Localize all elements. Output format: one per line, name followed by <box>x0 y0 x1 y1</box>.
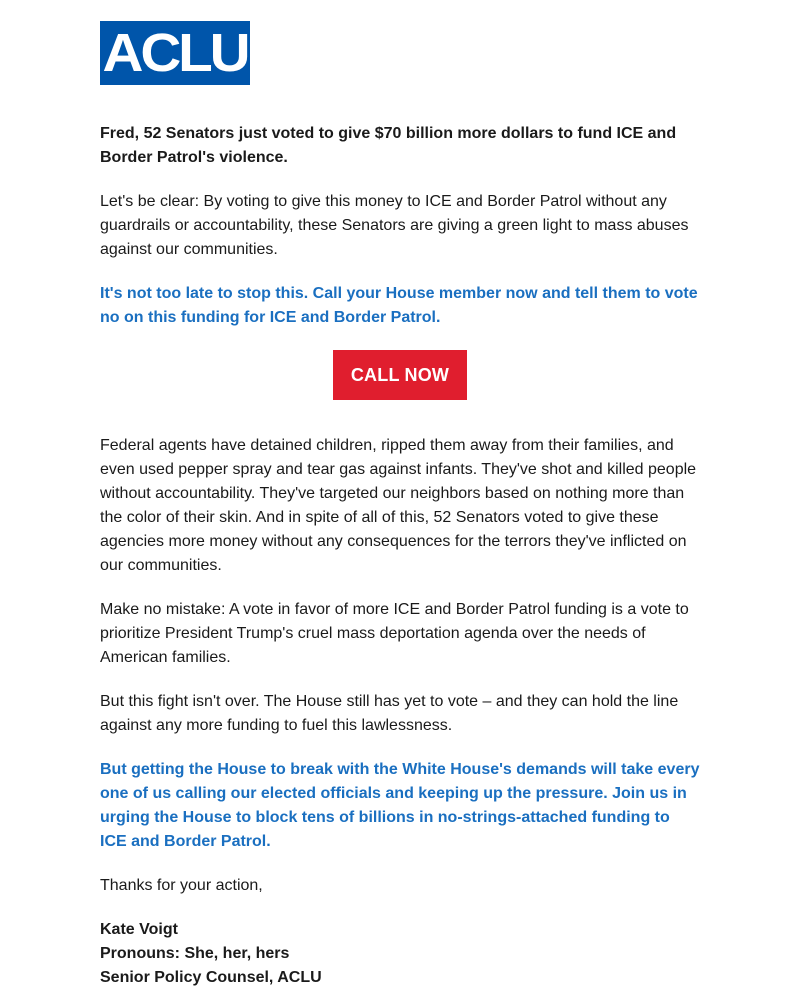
agents-paragraph: Federal agents have detained children, ripped them away from their families, and even used pepper spray and tear gas against infants. They've shot and killed people without accountability. They've targeted our neighbors based on nothing more than the color of their skin. And in spite of all of this, 52 Senators voted to give these agencies more money without any consequences for the terrors they've inflicted on our communities. <box>100 437 697 574</box>
call-now-button[interactable]: CALL NOW <box>333 350 467 400</box>
logo-text: ACLU <box>102 23 248 83</box>
fight-paragraph: But this fight isn't over. The House still has yet to vote – and they can hold the line against any more funding to fuel this lawlessness. <box>100 693 679 734</box>
signature-title: Senior Policy Counsel, ACLU <box>100 969 322 986</box>
signature-block <box>100 918 700 990</box>
aclu-logo[interactable] <box>100 21 250 85</box>
signature-name: Kate Voigt <box>100 921 178 938</box>
email-body <box>100 0 700 990</box>
signature-pronouns: Pronouns: She, her, hers <box>100 945 290 962</box>
cta-link-paragraph[interactable]: It's not too late to stop this. Call your House member now and tell them to vote no on this funding for ICE and Border Patrol. <box>100 285 698 326</box>
cta-button-wrapper <box>100 350 700 400</box>
clear-paragraph: Let's be clear: By voting to give this money to ICE and Border Patrol without any guardrails or accountability, these Senators are giving a green light to mass abuses against our communities. <box>100 193 689 258</box>
mistake-paragraph: Make no mistake: A vote in favor of more ICE and Border Patrol funding is a vote to prioritize President Trump's cruel mass deportation agenda over the needs of American families. <box>100 601 689 666</box>
join-link-paragraph[interactable]: But getting the House to break with the White House's demands will take every one of us calling our elected officials and keeping up the pressure. Join us in urging the House to block tens of billions in no-strings-attached funding to ICE and Border Patrol. <box>100 761 700 850</box>
intro-paragraph: Fred, 52 Senators just voted to give $70 billion more dollars to fund ICE and Border Patrol's violence. <box>100 125 677 166</box>
thanks-paragraph: Thanks for your action, <box>100 877 263 894</box>
